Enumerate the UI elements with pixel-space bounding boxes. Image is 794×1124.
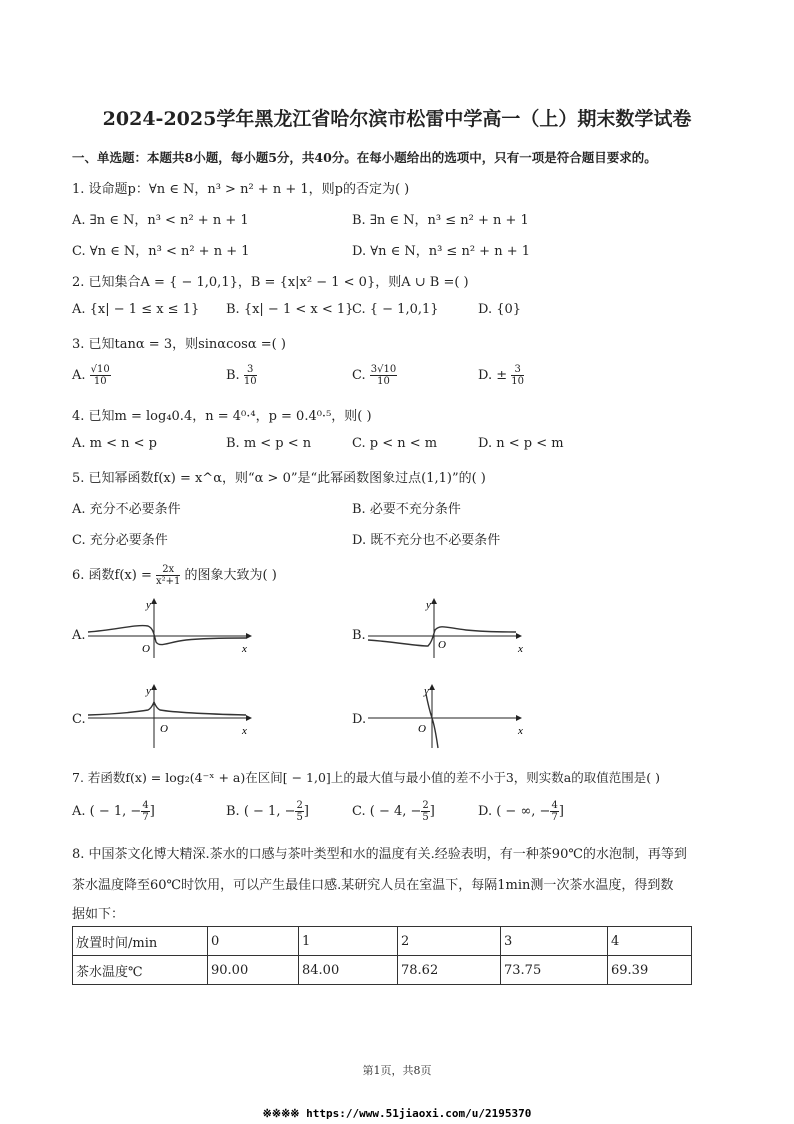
q7-c-fraction [421, 800, 429, 823]
denominator: 10 [377, 376, 390, 387]
question-1: 1. 设命题p：∀n ∈ N，n³ > n² + n + 1，则p的否定为( ) [72, 182, 410, 197]
x-axis-arrow [516, 715, 522, 721]
q6-stem-suffix: 的图象大致为( ) [184, 568, 277, 583]
numerator: √10 [90, 364, 110, 375]
q7-d-fraction [550, 800, 558, 823]
table-cell: 84.00 [299, 956, 398, 985]
numerator: 3√10 [370, 364, 397, 375]
curve [88, 702, 246, 715]
table-cell: 3 [501, 927, 608, 956]
table-cell: 4 [608, 927, 692, 956]
x-axis-arrow [516, 633, 522, 639]
q6-fraction [156, 564, 180, 587]
q5-option-a: A. 充分不必要条件 [72, 502, 181, 517]
q4-option-d: D. n < p < m [478, 436, 564, 451]
table-cell: 2 [398, 927, 501, 956]
q7-option-b [226, 800, 309, 823]
q7-option-d [478, 800, 564, 823]
page-footer: 第1页，共8页 [362, 1064, 432, 1077]
q6-graph-d [366, 682, 536, 752]
table-cell: 0 [208, 927, 299, 956]
numerator: 3 [511, 364, 524, 376]
q3-b-fraction [244, 364, 257, 387]
q3-c-fraction [370, 364, 397, 387]
q1-option-d: D. ∀n ∈ N，n³ ≤ n² + n + 1 [352, 244, 530, 259]
watermark-link[interactable]: ※※※※ https://www.51jiaoxi.com/u/2195370 [262, 1107, 532, 1120]
q2-option-d: D. {0} [478, 302, 522, 317]
q7-d-prefix: D. ( − ∞, − [478, 804, 551, 819]
y-axis-arrow [429, 684, 435, 690]
y-label: y [424, 685, 429, 697]
q6-option-b-label: B. [352, 628, 366, 643]
denominator: 7 [142, 812, 149, 823]
q7-option-a [72, 800, 155, 823]
denominator: 5 [296, 812, 303, 823]
table-cell: 90.00 [208, 956, 299, 985]
q7-d-suffix: ] [558, 804, 564, 819]
x-label: x [518, 643, 523, 655]
x-label: x [242, 643, 247, 655]
q6-option-a-label: A. [72, 628, 86, 643]
origin-label: O [418, 723, 426, 735]
curve [88, 626, 246, 645]
question-7: 7. 若函数f(x) = log₂(4⁻ˣ + a)在区间[ − 1,0]上的最大值与最小值的差不小于3，则实数a的取值范围是( ) [72, 770, 660, 785]
q3-c-prefix: C. [352, 368, 366, 383]
origin-label: O [142, 643, 150, 655]
y-axis-arrow [431, 598, 437, 604]
numerator: 2x [156, 564, 180, 576]
table-cell: 放置时间/min [73, 927, 208, 956]
q2-option-b: B. {x| − 1 < x < 1} [226, 302, 354, 317]
q3-option-a [72, 364, 111, 387]
question-4: 4. 已知m = log₄0.4，n = 4⁰·⁴，p = 0.4⁰·⁵，则( ) [72, 409, 372, 424]
q4-option-c: C. p < n < m [352, 436, 438, 451]
table-cell: 69.39 [608, 956, 692, 985]
q3-option-d [478, 364, 524, 387]
denominator: 10 [511, 376, 524, 387]
table-cell: 1 [299, 927, 398, 956]
q7-a-fraction [141, 800, 149, 823]
q6-option-c-label: C. [72, 712, 86, 727]
q7-c-prefix: C. ( − 4, − [352, 804, 422, 819]
q2-option-c: C. { − 1,0,1} [352, 302, 439, 317]
question-8-line-1: 8. 中国茶文化博大精深.茶水的口感与茶叶类型和水的温度有关.经验表明，有一种茶90℃的水泡制，再等到 [72, 847, 687, 862]
q5-option-b: B. 必要不充分条件 [352, 502, 461, 517]
x-axis-arrow [246, 633, 252, 639]
q3-d-fraction [511, 364, 524, 387]
q7-option-c [352, 800, 435, 823]
y-label: y [146, 685, 151, 697]
q3-option-c [352, 364, 397, 387]
q6-graph-a [86, 596, 256, 660]
denominator: x²+1 [156, 576, 181, 587]
q3-b-prefix: B. [226, 368, 240, 383]
q6-graph-b [366, 596, 536, 660]
q3-a-fraction [90, 364, 111, 387]
question-8-line-2: 茶水温度降至60℃时饮用，可以产生最佳口感.某研究人员在室温下，每隔1min测一次茶水温度，得到数 [72, 878, 674, 893]
y-axis-arrow [151, 598, 157, 604]
q5-option-c: C. 充分必要条件 [72, 533, 168, 548]
q4-option-a: A. m < n < p [72, 436, 157, 451]
numerator: 4 [142, 800, 149, 811]
numerator: 4 [551, 800, 558, 811]
y-axis-arrow [151, 684, 157, 690]
q3-option-b [226, 364, 257, 387]
q7-b-fraction [295, 800, 303, 823]
q4-option-b: B. m < p < n [226, 436, 312, 451]
q6-stem-prefix: 6. 函数f(x) = [72, 568, 152, 583]
numerator: 2 [296, 800, 303, 811]
q3-a-prefix: A. [72, 368, 86, 383]
q7-b-suffix: ] [303, 804, 309, 819]
origin-label: O [160, 723, 168, 735]
question-2: 2. 已知集合A = { − 1,0,1}，B = {x|x² − 1 < 0}，则A ∪ B =( ) [72, 275, 469, 290]
denominator: 7 [551, 812, 558, 823]
denominator: 10 [243, 376, 257, 387]
question-6 [72, 564, 277, 587]
question-3: 3. 已知tanα = 3，则sinαcosα =( ) [72, 337, 286, 352]
q5-option-d: D. 既不充分也不必要条件 [352, 533, 501, 548]
q1-option-c: C. ∀n ∈ N，n³ < n² + n + 1 [72, 244, 250, 259]
y-label: y [426, 599, 431, 611]
tea-temperature-table [72, 926, 692, 985]
section-heading: 一、单选题：本题共8小题，每小题5分，共40分。在每小题给出的选项中，只有一项是符合题目要求的。 [72, 150, 657, 165]
table-row [73, 927, 692, 956]
denominator: 5 [422, 812, 429, 823]
q3-d-prefix: D. ± [478, 368, 508, 383]
table-cell: 73.75 [501, 956, 608, 985]
table-row [73, 956, 692, 985]
x-label: x [242, 725, 247, 737]
question-8-line-3: 据如下： [72, 907, 125, 922]
page-title: 2024-2025学年黑龙江省哈尔滨市松雷中学高一（上）期末数学试卷 [102, 108, 692, 130]
q7-a-suffix: ] [149, 804, 155, 819]
q7-b-prefix: B. ( − 1, − [226, 804, 296, 819]
table-cell: 78.62 [398, 956, 501, 985]
q7-a-prefix: A. ( − 1, − [72, 804, 142, 819]
q7-c-suffix: ] [429, 804, 435, 819]
q1-option-a: A. ∃n ∈ N，n³ < n² + n + 1 [72, 213, 249, 228]
x-label: x [518, 725, 523, 737]
numerator: 3 [244, 364, 257, 376]
denominator: 10 [93, 376, 107, 387]
x-axis-arrow [246, 715, 252, 721]
origin-label: O [438, 639, 446, 651]
q2-option-a: A. {x| − 1 ≤ x ≤ 1} [72, 302, 200, 317]
q6-option-d-label: D. [352, 712, 367, 727]
y-label: y [146, 599, 151, 611]
question-5: 5. 已知幂函数f(x) = x^α，则“α > 0”是“此幂函数图象过点(1,1)”的( ) [72, 471, 486, 486]
q6-graph-c [86, 682, 256, 752]
numerator: 2 [422, 800, 429, 811]
q1-option-b: B. ∃n ∈ N，n³ ≤ n² + n + 1 [352, 213, 529, 228]
table-cell: 茶水温度℃ [73, 956, 208, 985]
